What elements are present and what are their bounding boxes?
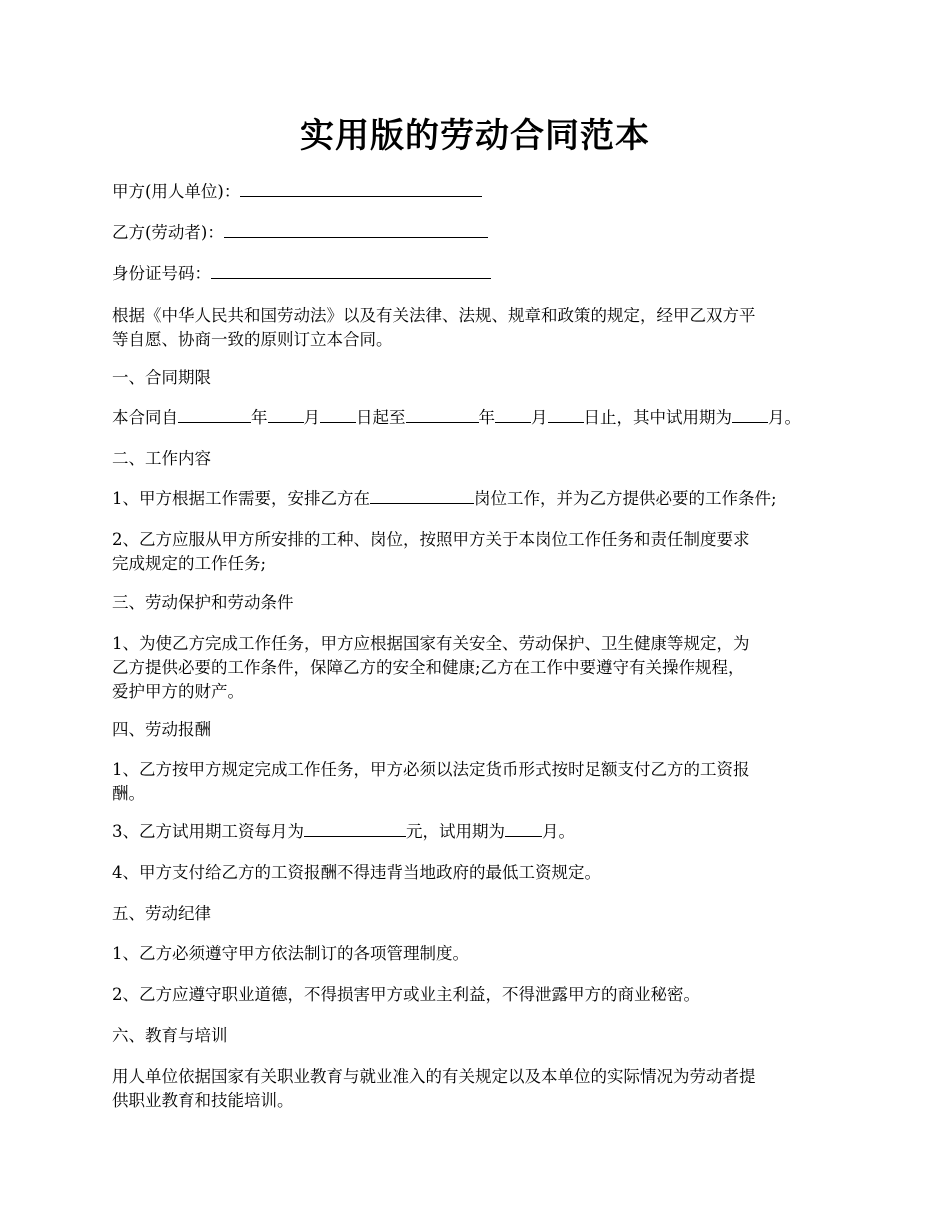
salary-item-4: 4、甲方支付给乙方的工资报酬不得违背当地政府的最低工资规定。 [112,863,601,882]
protection-item-1-line-1: 1、为使乙方完成工作任务，甲方应根据国家有关安全、劳动保护、卫生健康等规定，为 [112,634,750,653]
work-item-2-line-2: 完成规定的工作任务; [112,554,267,573]
preamble-line-1: 根据《中华人民共和国劳动法》以及有关法律、法规、规章和政策的规定，经甲乙双方平 [112,306,756,325]
probation-period-blank[interactable] [505,820,542,837]
section-heading-6: 六、教育与培训 [112,1026,228,1045]
section-heading-4: 四、劳动报酬 [112,720,211,739]
preamble-line-2: 等自愿、协商一致的原则订立本合同。 [112,330,393,349]
term-text-3: 月 [303,408,320,427]
term-text-2: 年 [251,408,268,427]
salary-item-1 [112,758,847,806]
work-item-2 [112,528,847,576]
term-text-6: 月 [531,408,548,427]
discipline-item-1: 1、乙方必须遵守甲方依法制订的各项管理制度。 [112,944,469,963]
section-heading-2: 二、工作内容 [112,449,211,468]
term-text-5: 年 [478,408,495,427]
salary-item-3 [112,820,847,844]
preamble [112,304,847,352]
document-title: 实用版的劳动合同范本 [300,116,650,156]
training-paragraph [112,1065,847,1113]
id-number-blank[interactable] [211,262,491,279]
salary-item-1-line-1: 1、乙方按甲方规定完成工作任务，甲方必须以法定货币形式按时足额支付乙方的工资报 [112,760,750,779]
discipline-item-2: 2、乙方应遵守职业道德，不得损害甲方或业主利益，不得泄露甲方的商业秘密。 [112,985,700,1004]
probation-salary-blank[interactable] [304,820,406,837]
salary-item-3-text-3: 月。 [542,822,575,841]
start-year-blank[interactable] [178,406,251,423]
party-a-label: 甲方(用人单位)： [112,182,241,201]
end-day-blank[interactable] [548,406,584,423]
work-item-1 [112,487,847,511]
salary-item-3-text-2: 元，试用期为 [406,822,505,841]
protection-item-1-line-3: 爱护甲方的财产。 [112,682,244,701]
training-line-1: 用人单位依据国家有关职业教育与就业准入的有关规定以及本单位的实际情况为劳动者提 [112,1067,756,1086]
section-heading-1: 一、合同期限 [112,368,211,387]
party-b-label: 乙方(劳动者)： [112,223,224,242]
start-day-blank[interactable] [320,406,356,423]
salary-item-1-line-2: 酬。 [112,784,145,803]
term-text-4: 日起至 [356,408,406,427]
party-b-line [112,221,847,245]
party-a-line [112,180,847,204]
protection-item-1 [112,632,847,704]
section-heading-3: 三、劳动保护和劳动条件 [112,593,294,612]
training-line-2: 供职业教育和技能培训。 [112,1091,294,1110]
id-number-line [112,262,847,286]
term-text-8: 月。 [768,408,801,427]
position-blank[interactable] [370,487,474,504]
term-text-7: 日止，其中试用期为 [583,408,732,427]
party-a-blank[interactable] [240,180,482,197]
work-item-1-before: 1、甲方根据工作需要，安排乙方在 [112,489,370,508]
term-text-1: 本合同自 [112,408,178,427]
protection-item-1-line-2: 乙方提供必要的工作条件，保障乙方的安全和健康;乙方在工作中要遵守有关操作规程， [112,658,745,677]
end-year-blank[interactable] [406,406,479,423]
work-item-2-line-1: 2、乙方应服从甲方所安排的工种、岗位，按照甲方关于本岗位工作任务和责任制度要求 [112,530,750,549]
party-b-blank[interactable] [224,221,488,238]
work-item-1-after: 岗位工作，并为乙方提供必要的工作条件; [474,489,777,508]
section-heading-5: 五、劳动纪律 [112,904,211,923]
id-number-label: 身份证号码： [112,264,211,283]
salary-item-3-text-1: 3、乙方试用期工资每月为 [112,822,304,841]
probation-months-blank[interactable] [732,406,768,423]
end-month-blank[interactable] [495,406,531,423]
contract-term-line [112,406,847,430]
start-month-blank[interactable] [268,406,304,423]
